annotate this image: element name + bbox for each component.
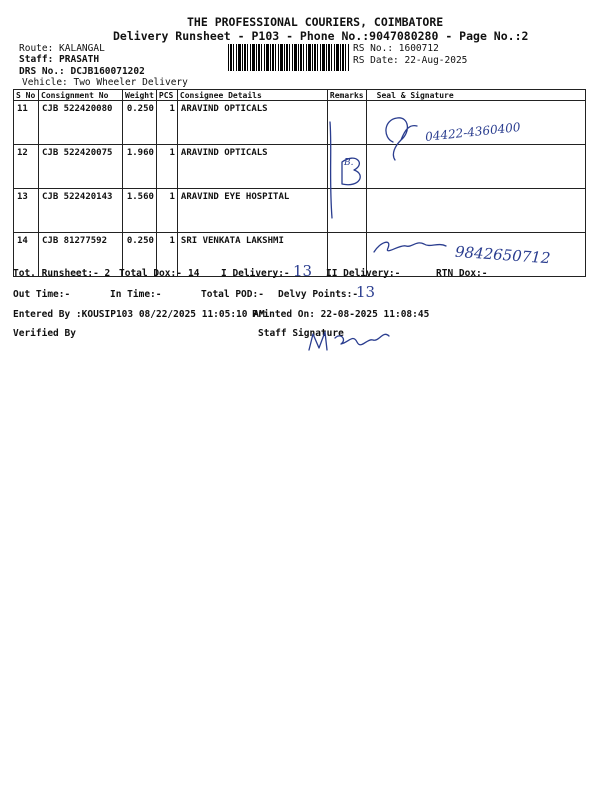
staff-signature-label: Staff Signature [258, 328, 344, 339]
out-time-label: Out Time:- [13, 289, 71, 300]
cell-seal [366, 189, 585, 233]
ii-delivery-label: II Delivery:- [326, 268, 401, 279]
drs-number: DRS No.: DCJB160071202 [19, 66, 145, 77]
table-row [14, 189, 586, 233]
col-seal: Seal & Signature [366, 90, 585, 101]
cell-pcs: 1 [156, 101, 177, 145]
total-dox-value: 14 [188, 268, 200, 279]
cell-weight: 0.250 [123, 101, 157, 145]
rtn-dox-label: RTN Dox:- [436, 268, 488, 279]
cell-pcs: 1 [156, 189, 177, 233]
cell-consignee: SRI VENKATA LAKSHMI [177, 233, 327, 277]
cell-pcs: 1 [156, 233, 177, 277]
cell-pcs: 1 [156, 145, 177, 189]
col-consignment: Consignment No [39, 90, 123, 101]
cell-sno: 11 [14, 101, 39, 145]
runsheet-title: Delivery Runsheet - P103 - Phone No.:9047080280 - Page No.:2 [113, 29, 529, 43]
remarks-b-handwriting: B. [344, 158, 354, 168]
table-header-row [14, 90, 586, 101]
staff-signature-mark [305, 320, 405, 360]
i-delivery-label: I Delivery:- [221, 268, 290, 279]
cell-weight: 1.960 [123, 145, 157, 189]
total-pod-label: Total POD:- [201, 289, 264, 300]
col-weight: Weight [123, 90, 157, 101]
remarks-mark [326, 118, 371, 228]
cell-weight: 0.250 [123, 233, 157, 277]
col-pcs: PCS [156, 90, 177, 101]
col-remarks: Remarks [327, 90, 366, 101]
in-time-label: In Time:- [110, 289, 162, 300]
cell-consignment: CJB 522420075 [39, 145, 123, 189]
printed-on: Printed On: 22-08-2025 11:08:45 [252, 309, 430, 320]
col-sno: S No [14, 90, 39, 101]
rs-date: RS Date: 22-Aug-2025 [353, 55, 468, 66]
cell-consignee: ARAVIND OPTICALS [177, 101, 327, 145]
cell-sno: 13 [14, 189, 39, 233]
i-delivery-handwriting: 13 [293, 262, 313, 280]
cell-sno: 14 [14, 233, 39, 277]
tot-runsheet: Tot. Runsheet:- 2 [13, 268, 111, 279]
cell-consignment: CJB 522420080 [39, 101, 123, 145]
cell-consignment: CJB 522420143 [39, 189, 123, 233]
company-title: THE PROFESSIONAL COURIERS, COIMBATORE [187, 15, 444, 29]
rs-number: RS No.: 1600712 [353, 43, 439, 54]
barcode-image [228, 44, 350, 71]
route-label: Route: KALANGAL [19, 43, 105, 54]
row1-phone-handwriting: 04422-4360400 [424, 120, 522, 144]
col-consignee: Consignee Details [177, 90, 327, 101]
delvy-points-label: Delvy Points:- [278, 289, 359, 300]
cell-consignment: CJB 81277592 [39, 233, 123, 277]
staff-label: Staff: PRASATH [19, 54, 100, 65]
row4-phone-handwriting: 9842650712 [454, 242, 551, 268]
cell-consignee: ARAVIND OPTICALS [177, 145, 327, 189]
total-dox-label: Total Dox:- [119, 268, 182, 279]
cell-consignee: ARAVIND EYE HOSPITAL [177, 189, 327, 233]
verified-by: Verified By [13, 328, 76, 339]
entered-by: Entered By :KOUSIP103 08/22/2025 11:05:10 AM [13, 309, 265, 320]
cell-sno: 12 [14, 145, 39, 189]
cell-weight: 1.560 [123, 189, 157, 233]
vehicle-label: Vehicle: Two Wheeler Delivery [22, 77, 188, 88]
delvy-points-handwriting: 13 [356, 283, 376, 301]
